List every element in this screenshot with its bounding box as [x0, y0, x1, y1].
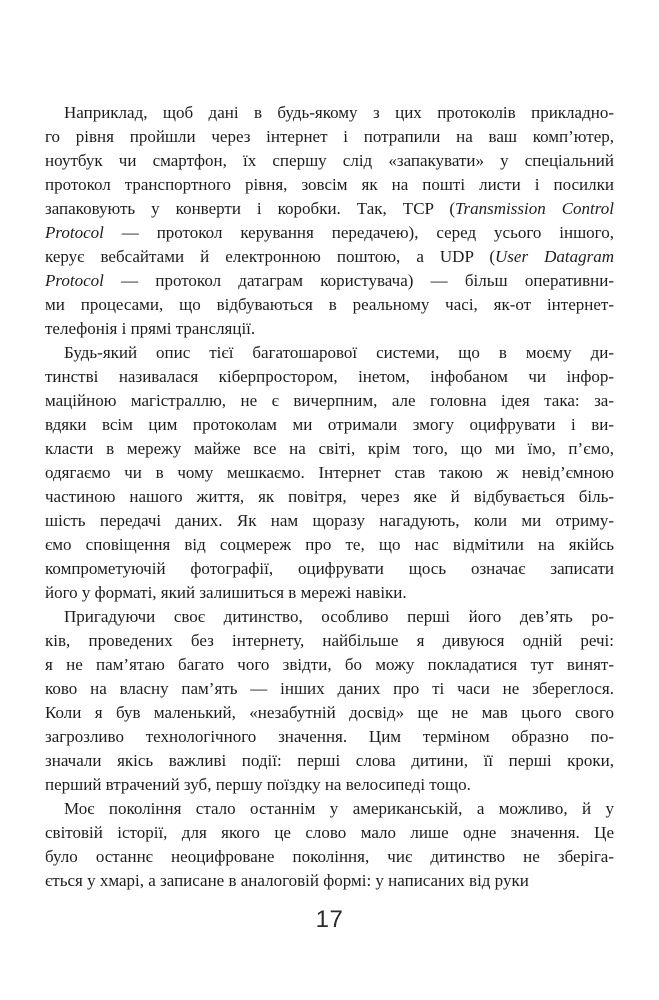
- text-segment: — протокол датаграм користувача) — більш оперативни-: [103, 271, 614, 290]
- text-line: [45, 197, 614, 221]
- text-segment: шість передачі даних. Як нам щоразу нагадують, коли ми отриму-: [45, 511, 614, 530]
- text-segment: маційною магістраллю, не є вичерпним, але головна ідея така: за-: [45, 391, 614, 410]
- text-segment: ється у хмарі, а записане в аналоговій формі: у написаних від руки: [45, 871, 529, 890]
- text-line: [45, 317, 614, 341]
- text-segment: компрометуючій фотографії, оцифрувати щось означає записати: [45, 559, 614, 578]
- paragraph: [45, 341, 614, 605]
- text-segment: телефонія і прямі трансляції.: [45, 319, 256, 338]
- text-segment: ноутбук чи смартфон, їх спершу слід «запакувати» у спеціальний: [45, 151, 614, 170]
- text-segment: перший втрачений зуб, першу поїздку на велосипеді тощо.: [45, 775, 471, 794]
- text-line: [45, 605, 614, 629]
- italic-text: User Datagram: [495, 247, 614, 266]
- italic-text: Protocol: [45, 223, 104, 242]
- text-segment: було останнє неоцифроване покоління, чиє дитинство не зберіга-: [45, 847, 614, 866]
- page-number: 17: [315, 906, 344, 933]
- text-line: [45, 485, 614, 509]
- text-block: [45, 101, 614, 893]
- text-line: [45, 509, 614, 533]
- paragraph: [45, 797, 614, 893]
- text-line: [45, 773, 614, 797]
- text-segment: Коли я був маленький, «незабутній досвід» ще не мав цього свого: [45, 703, 614, 722]
- text-line: [45, 629, 614, 653]
- text-segment: вдяки всім цим протоколам ми отримали змогу оцифрувати і ви-: [45, 415, 614, 434]
- text-line: [45, 749, 614, 773]
- text-line: [45, 653, 614, 677]
- text-line: [45, 797, 614, 821]
- text-segment: Будь-який опис тієї багатошарової системи, що в моєму ди-: [64, 343, 614, 362]
- text-segment: ків, проведених без інтернету, найбільше я дивуюся одній речі:: [45, 631, 614, 650]
- text-segment: ємо сповіщення від соцмереж про те, що нас відмітили на якійсь: [45, 535, 614, 554]
- text-segment: протокол транспортного рівня, зовсім як на пошті листи і посилки: [45, 175, 614, 194]
- text-segment: ми процесами, що відбуваються в реальному часі, як-от інтернет-: [45, 295, 614, 314]
- text-segment: я не пам’ятаю багато чого звідти, бо можу покладатися тут винят-: [45, 655, 614, 674]
- text-line: [45, 557, 614, 581]
- text-line: [45, 149, 614, 173]
- text-line: [45, 821, 614, 845]
- text-segment: частиною нашого життя, як повітря, через яке й відбувається біль-: [45, 487, 614, 506]
- italic-text: Transmission Control: [455, 199, 614, 218]
- text-line: [45, 701, 614, 725]
- text-line: [45, 845, 614, 869]
- text-segment: керує вебсайтами й електронною поштою, а UDP (: [45, 247, 495, 266]
- paragraph: [45, 101, 614, 341]
- text-line: [45, 725, 614, 749]
- text-segment: го рівня пройшли через інтернет і потрапили на ваш комп’ютер,: [45, 127, 614, 146]
- text-line: [45, 677, 614, 701]
- text-line: [45, 869, 614, 893]
- text-line: [45, 461, 614, 485]
- text-line: [45, 269, 614, 293]
- text-line: [45, 389, 614, 413]
- text-line: [45, 581, 614, 605]
- text-line: [45, 413, 614, 437]
- text-segment: одягаємо чи в чому мешкаємо. Інтернет став такою ж невід’ємною: [45, 463, 614, 482]
- text-line: [45, 341, 614, 365]
- text-line: [45, 365, 614, 389]
- text-segment: — протокол керування передачею), серед усього іншого,: [103, 223, 614, 242]
- italic-text: Protocol: [45, 271, 104, 290]
- text-segment: тинстві називалася кіберпростором, інетом, інфобаном чи інфор-: [45, 367, 614, 386]
- text-segment: загрозливо технологічного значення. Цим терміном образно по-: [45, 727, 614, 746]
- text-line: [45, 125, 614, 149]
- text-segment: його у форматі, який залишиться в мережі навіки.: [45, 583, 407, 602]
- text-segment: ково на власну пам’ять — інших даних про ті часи не збереглося.: [45, 679, 614, 698]
- text-segment: значали якісь важливі події: перші слова дитини, її перші кроки,: [45, 751, 614, 770]
- text-line: [45, 221, 614, 245]
- text-line: [45, 101, 614, 125]
- text-line: [45, 173, 614, 197]
- text-line: [45, 245, 614, 269]
- text-segment: класти в мережу майже все на світі, крім того, що ми їмо, п’ємо,: [45, 439, 614, 458]
- text-segment: світовій історії, для якого це слово мало лише одне значення. Це: [45, 823, 614, 842]
- text-segment: Наприклад, щоб дані в будь-якому з цих протоколів прикладно-: [64, 103, 614, 122]
- text-line: [45, 533, 614, 557]
- paragraph: [45, 605, 614, 797]
- text-line: [45, 437, 614, 461]
- text-segment: запаковують у конверти і коробки. Так, TCP (: [45, 199, 456, 218]
- text-segment: Пригадуючи своє дитинство, особливо перші його дев’ять ро-: [64, 607, 614, 626]
- text-segment: Моє покоління стало останнім у американській, а можливо, й у: [64, 799, 614, 818]
- text-line: [45, 293, 614, 317]
